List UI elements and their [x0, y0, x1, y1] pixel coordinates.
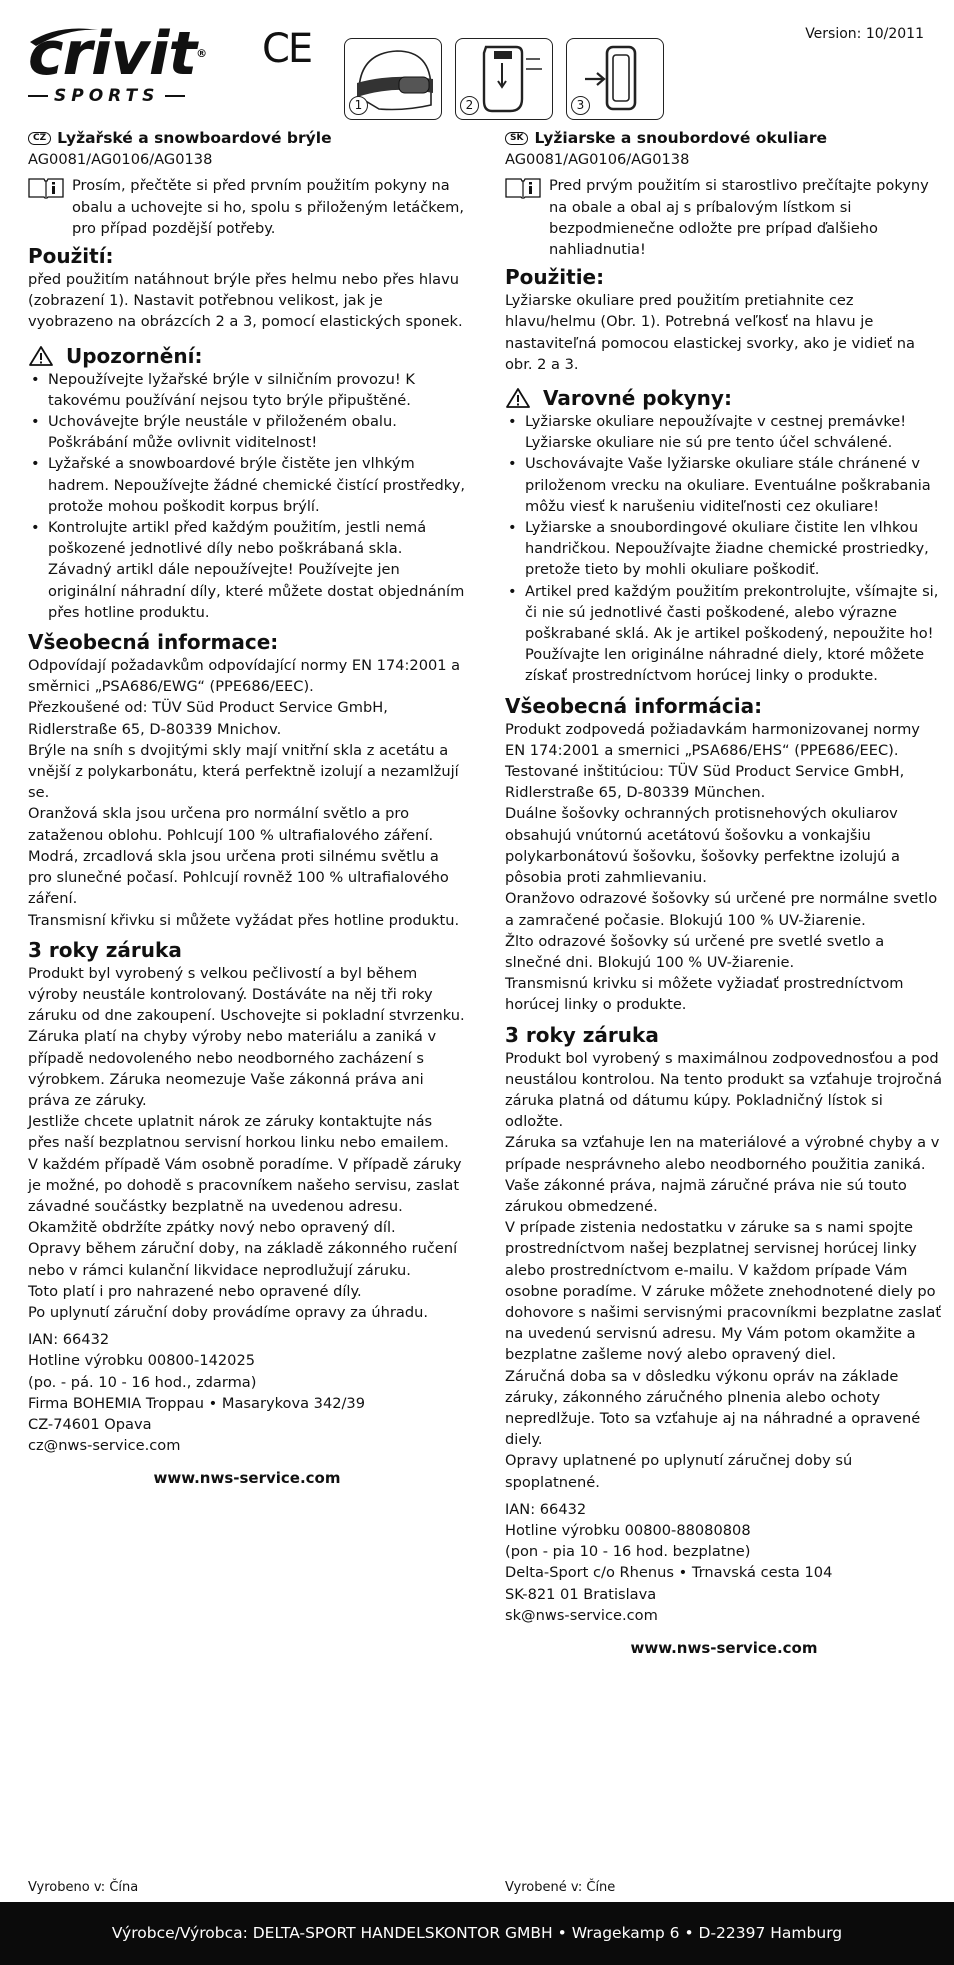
sk-model: AG0081/AG0106/AG0138	[505, 151, 690, 169]
sk-warranty-line: Záručná doba sa v dôsledku výkonu opráv na základe záruky, zákonného záručného plnenia alebo ochoty nepredlžuje. Toto sa vzťahuje aj na náhradné a opravené diely.	[505, 1367, 921, 1449]
sk-hotline: Hotline výrobku 00800-88080808	[505, 1521, 751, 1539]
sk-product-title: Lyžiarske a snoubordové okuliare	[534, 129, 828, 147]
sk-title-row	[505, 128, 943, 149]
figure-2-strap	[455, 38, 553, 120]
cz-warranty-line: Záruka platí na chyby výroby nebo materiálu a zaniká v případě nedovoleného nebo neodborného zacházení s výrobkem. Záruka neomezuje Vaše zákonná práva ani práva ze záruky.	[28, 1028, 437, 1109]
cz-ian: IAN: 66432	[28, 1331, 110, 1349]
column-cz	[28, 128, 466, 1490]
warning-triangle-icon	[28, 345, 54, 367]
list-item: • Kontrolujte artikl před každým použitím, jestli nemá poškozené jednotlivé díly nebo poškrábaná skla. Závadný artikl dále nepoužívejte! Používejte jen originální náhradní díly, které můžete dostat objednáním přes hotline produktu.	[28, 517, 466, 623]
cz-city: CZ-74601 Opava	[28, 1415, 152, 1433]
sk-intro-text: Pred prvým použitím si starostlivo prečítajte pokyny na obale a obal aj s príbalovým lístkom si bezpodmienečne odložte pre prípad ďalšieho nahliadnutia!	[549, 177, 929, 259]
manufacturer-footer: Výrobce/Výrobca: DELTA-SPORT HANDELSKONTOR GMBH • Wragekamp 6 • D-22397 Hamburg	[0, 1902, 954, 1965]
sk-company-address: Delta-Sport c/o Rhenus • Trnavská cesta 104	[505, 1564, 833, 1582]
sk-city: SK-821 01 Bratislava	[505, 1585, 657, 1603]
sk-warning-title: Varovné pokyny:	[543, 386, 732, 411]
cz-company-address: Firma BOHEMIA Troppau • Masarykova 342/39	[28, 1394, 366, 1412]
cz-warranty-line: Po uplynutí záruční doby provádíme opravy za úhradu.	[28, 1303, 429, 1321]
figure-3-number: 3	[571, 96, 590, 115]
cz-general-line: Transmisní křivku si můžete vyžádat přes hotline produktu.	[28, 911, 460, 929]
list-item: • Lyžařské a snowboardové brýle čistěte jen vlhkým hadrem. Nepoužívejte žádné chemické čistící prostředky, protože mohou poškodit korpus brýlí.	[28, 453, 466, 517]
sk-warning-list	[505, 411, 943, 687]
cz-warranty-heading: 3 roky záruka	[28, 937, 182, 962]
sk-general-line: Žlto odrazové šošovky sú určené pre svetlé svetlo a slnečné dni. Blokujú 100 % UV-žiarenie.	[505, 932, 885, 971]
cz-warranty-line: Produkt byl vyrobený s velkou pečlivostí a byl během výroby neustále kontrolovaný. Dostáváte na něj tři roky záruku od dne zakoupení. Uschovejte si pokladní stvrzenku.	[28, 964, 465, 1025]
list-item: • Lyžiarske a snoubordingové okuliare čistite len vlhkou handričkou. Nepoužívajte žiadne chemické prostriedky, pretože tieto by mohli okuliare poškodiť.	[505, 517, 943, 581]
sk-hotline-hours: (pon - pia 10 - 16 hod. bezplatne)	[505, 1543, 751, 1561]
sk-ian: IAN: 66432	[505, 1500, 587, 1518]
warning-triangle-icon	[505, 387, 531, 409]
logo-rule-right	[165, 95, 185, 97]
cz-warning-list	[28, 369, 466, 623]
cz-lang-badge: CZ	[28, 132, 51, 145]
figure-1-number: 1	[349, 96, 368, 115]
read-manual-icon	[28, 177, 64, 199]
cz-general-heading: Všeobecná informace:	[28, 630, 279, 655]
sk-website-link[interactable]: www.nws-service.com	[630, 1639, 818, 1657]
logo-sports-text: SPORTS	[54, 86, 160, 106]
sk-lang-badge: SK	[505, 132, 528, 145]
cz-general-line: Přezkoušené od: TÜV Süd Product Service GmbH, Ridlerstraße 65, D-80339 Mnichov.	[28, 699, 388, 738]
cz-hotline: Hotline výrobku 00800-142025	[28, 1352, 256, 1370]
sk-warranty-line: Opravy uplatnené po uplynutí záručnej doby sú spoplatnené.	[505, 1452, 853, 1491]
cz-website-link[interactable]: www.nws-service.com	[153, 1469, 341, 1488]
version-label: Version: 10/2011	[805, 26, 924, 42]
cz-model: AG0081/AG0106/AG0138	[28, 151, 213, 169]
figure-row	[344, 38, 664, 120]
cz-general-line: Oranžová skla jsou určena pro normální světlo a pro zataženou oblohu. Pohlcují 100 % ultrafialového záření.	[28, 805, 434, 844]
sk-use-text: Lyžiarske okuliare pred použitím pretiahnite cez hlavu/helmu (Obr. 1). Potrebná veľkosť na hlavu je nastaviteľná pomocou elastickej svorky, ako je vidieť na obr. 2 a 3.	[505, 292, 915, 373]
figure-2-number: 2	[460, 96, 479, 115]
sk-general-line: Oranžovo odrazové šošovky sú určené pre normálne svetlo a zamračené počasie. Blokujú 100 % UV-žiarenie.	[505, 890, 938, 929]
figure-3-buckle	[566, 38, 664, 120]
cz-warning-heading	[28, 343, 466, 369]
cz-intro-text: Prosím, přečtěte si před prvním použitím pokyny na obalu a uchovejte si ho, spolu s přiloženým letáčkem, pro případ pozdější potřeby.	[72, 177, 465, 237]
cz-warranty-line: V každém případě Vám osobně poradíme. V případě záruky je možné, po dohodě s pracovníkem našeho servisu, zaslat závadné součástky bezplatně na uvedenou adresu.	[28, 1155, 462, 1215]
logo-rule-left	[28, 95, 48, 97]
sk-email-link[interactable]: sk@nws-service.com	[505, 1606, 658, 1624]
cz-email-link[interactable]: cz@nws-service.com	[28, 1437, 181, 1455]
figure-1-helmet	[344, 38, 442, 120]
logo-wordmark: crivit	[28, 19, 197, 89]
sk-warranty-heading: 3 roky záruka	[505, 1022, 659, 1047]
crivit-logo	[28, 19, 207, 118]
cz-warranty-line: Toto platí i pro nahrazené nebo opravené díly.	[28, 1282, 362, 1300]
cz-hotline-hours: (po. - pá. 10 - 16 hod., zdarma)	[28, 1373, 257, 1391]
cz-use-heading: Použití:	[28, 244, 114, 269]
logo-registered: ®	[196, 47, 207, 60]
cz-warranty-line: Jestliže chcete uplatnit nárok ze záruky kontaktujte nás přes naší bezplatnou servisní horkou linku nebo emailem.	[28, 1113, 449, 1152]
cz-made-in: Vyrobeno v: Čína	[28, 1880, 139, 1895]
list-item: • Lyžiarske okuliare nepoužívajte v cestnej premávke! Lyžiarske okuliare nie sú pre tento účel schválené.	[505, 411, 943, 453]
cz-product-title: Lyžařské a snowboardové brýle	[57, 129, 332, 147]
list-item: • Uchovávejte brýle neustále v přiloženém obalu. Poškrábání může ovlivnit viditelnost!	[28, 411, 466, 453]
column-sk	[505, 128, 943, 1659]
list-item: • Nepoužívejte lyžařské brýle v silničním provozu! K takovému používání nejsou tyto brýle připuštěné.	[28, 369, 466, 411]
cz-general-line: Odpovídají požadavkům odpovídající normy EN 174:2001 a směrnici „PSA686/EWG“ (PPE686/EEC).	[28, 657, 461, 696]
cz-contact-block	[28, 1329, 466, 1456]
cz-use-text: před použitím natáhnout brýle přes helmu nebo přes hlavu (zobrazení 1). Nastavit potřebnou velikost, jak je vyobrazeno na obrázcích 2 a 3, pomocí elastických sponek.	[28, 271, 463, 331]
sk-contact-block	[505, 1499, 943, 1626]
ce-mark: CE	[262, 26, 312, 72]
cz-warranty-line: Opravy během záruční doby, na základě zákonného ručení nebo v rámci kulanční likvidace neprodlužují záruku.	[28, 1240, 458, 1279]
sk-use-heading: Použitie:	[505, 265, 605, 290]
sk-general-line: Produkt zodpovedá požiadavkám harmonizovanej normy EN 174:2001 a smernici „PSA686/EHS“ (PPE686/EEC).	[505, 720, 920, 759]
cz-general-line: Modrá, zrcadlová skla jsou určena proti silnému světlu a pro slunečné počasí. Pohlcují rovněž 100 % ultrafialového záření.	[28, 847, 449, 908]
cz-warning-title: Upozornění:	[66, 343, 203, 368]
sk-warranty-line: Záruka sa vzťahuje len na materiálové a výrobné chyby a v prípade nesprávneho alebo neodborného použitia zaniká. Vaše zákonné práva, najmä záručné práva nie sú touto zárukou obmedzené.	[505, 1134, 940, 1215]
sk-general-line: Testované inštitúciou: TÜV Süd Product Service GmbH, Ridlerstraße 65, D-80339 München.	[505, 763, 905, 802]
sk-warning-heading	[505, 385, 943, 411]
sk-general-heading: Všeobecná informácia:	[505, 693, 763, 718]
list-item: • Artikel pred každým použitím prekontrolujte, všímajte si, či nie sú jednotlivé časti poškodené, alebo výrazne poškrabané sklá. Ak je artikel poškodený, nepoužite ho! Používajte len originálne náhradné diely, ktoré môžete získať prostredníctvom horúcej linky o produkte.	[505, 581, 943, 687]
sk-warranty-line: Produkt bol vyrobený s maximálnou zodpovednosťou a pod neustálou kontrolou. Na tento produkt sa vzťahuje trojročná záruka platná od dátumu kúpy. Pokladničný lístok si odložte.	[505, 1049, 943, 1131]
cz-title-row	[28, 128, 466, 149]
sk-made-in: Vyrobené v: Číne	[505, 1880, 616, 1895]
list-item: • Uschovávajte Vaše lyžiarske okuliare stále chránené v priloženom vrecku na okuliare. Eventuálne poškrabania môžu viesť k narušeniu viditeľnosti cez okuliare!	[505, 453, 943, 517]
sk-warranty-line: V prípade zistenia nedostatku v záruke sa s nami spojte prostredníctvom našej bezplatnej servisnej horúcej linky alebo prostredníctvom e-mailu. V každom prípade Vám osobne poradíme. V záruke môžete znehodnotené diely po dohovore s našimi servisnými pracovníkmi bezplatne zaslať na uvedenú servisnú adresu. My Vám potom okamžite a bezplatne zašleme nový alebo opravený diel.	[505, 1219, 942, 1364]
sk-general-line: Transmisnú krivku si môžete vyžiadať prostredníctvom horúcej linky o produkte.	[505, 975, 904, 1014]
cz-general-line: Brýle na sníh s dvojitými skly mají vnitřní skla z acetátu a vnější z polykarbonátu, která perfektně izolují a nezamlžují se.	[28, 741, 459, 802]
cz-warranty-line: Okamžitě obdržíte zpátky nový nebo opravený díl.	[28, 1219, 396, 1237]
cz-read-instructions	[28, 175, 466, 239]
logo-swoosh-icon	[28, 24, 128, 48]
read-manual-icon	[505, 177, 541, 199]
sk-read-instructions	[505, 175, 943, 260]
sk-general-line: Duálne šošovky ochranných protisnehových okuliarov obsahujú vnútornú acetátovú šošovku a vonkajšiu polykarbonátovú šošovku, šošovky perfektne izolujú a pôsobia proti zahmlievaniu.	[505, 805, 900, 887]
